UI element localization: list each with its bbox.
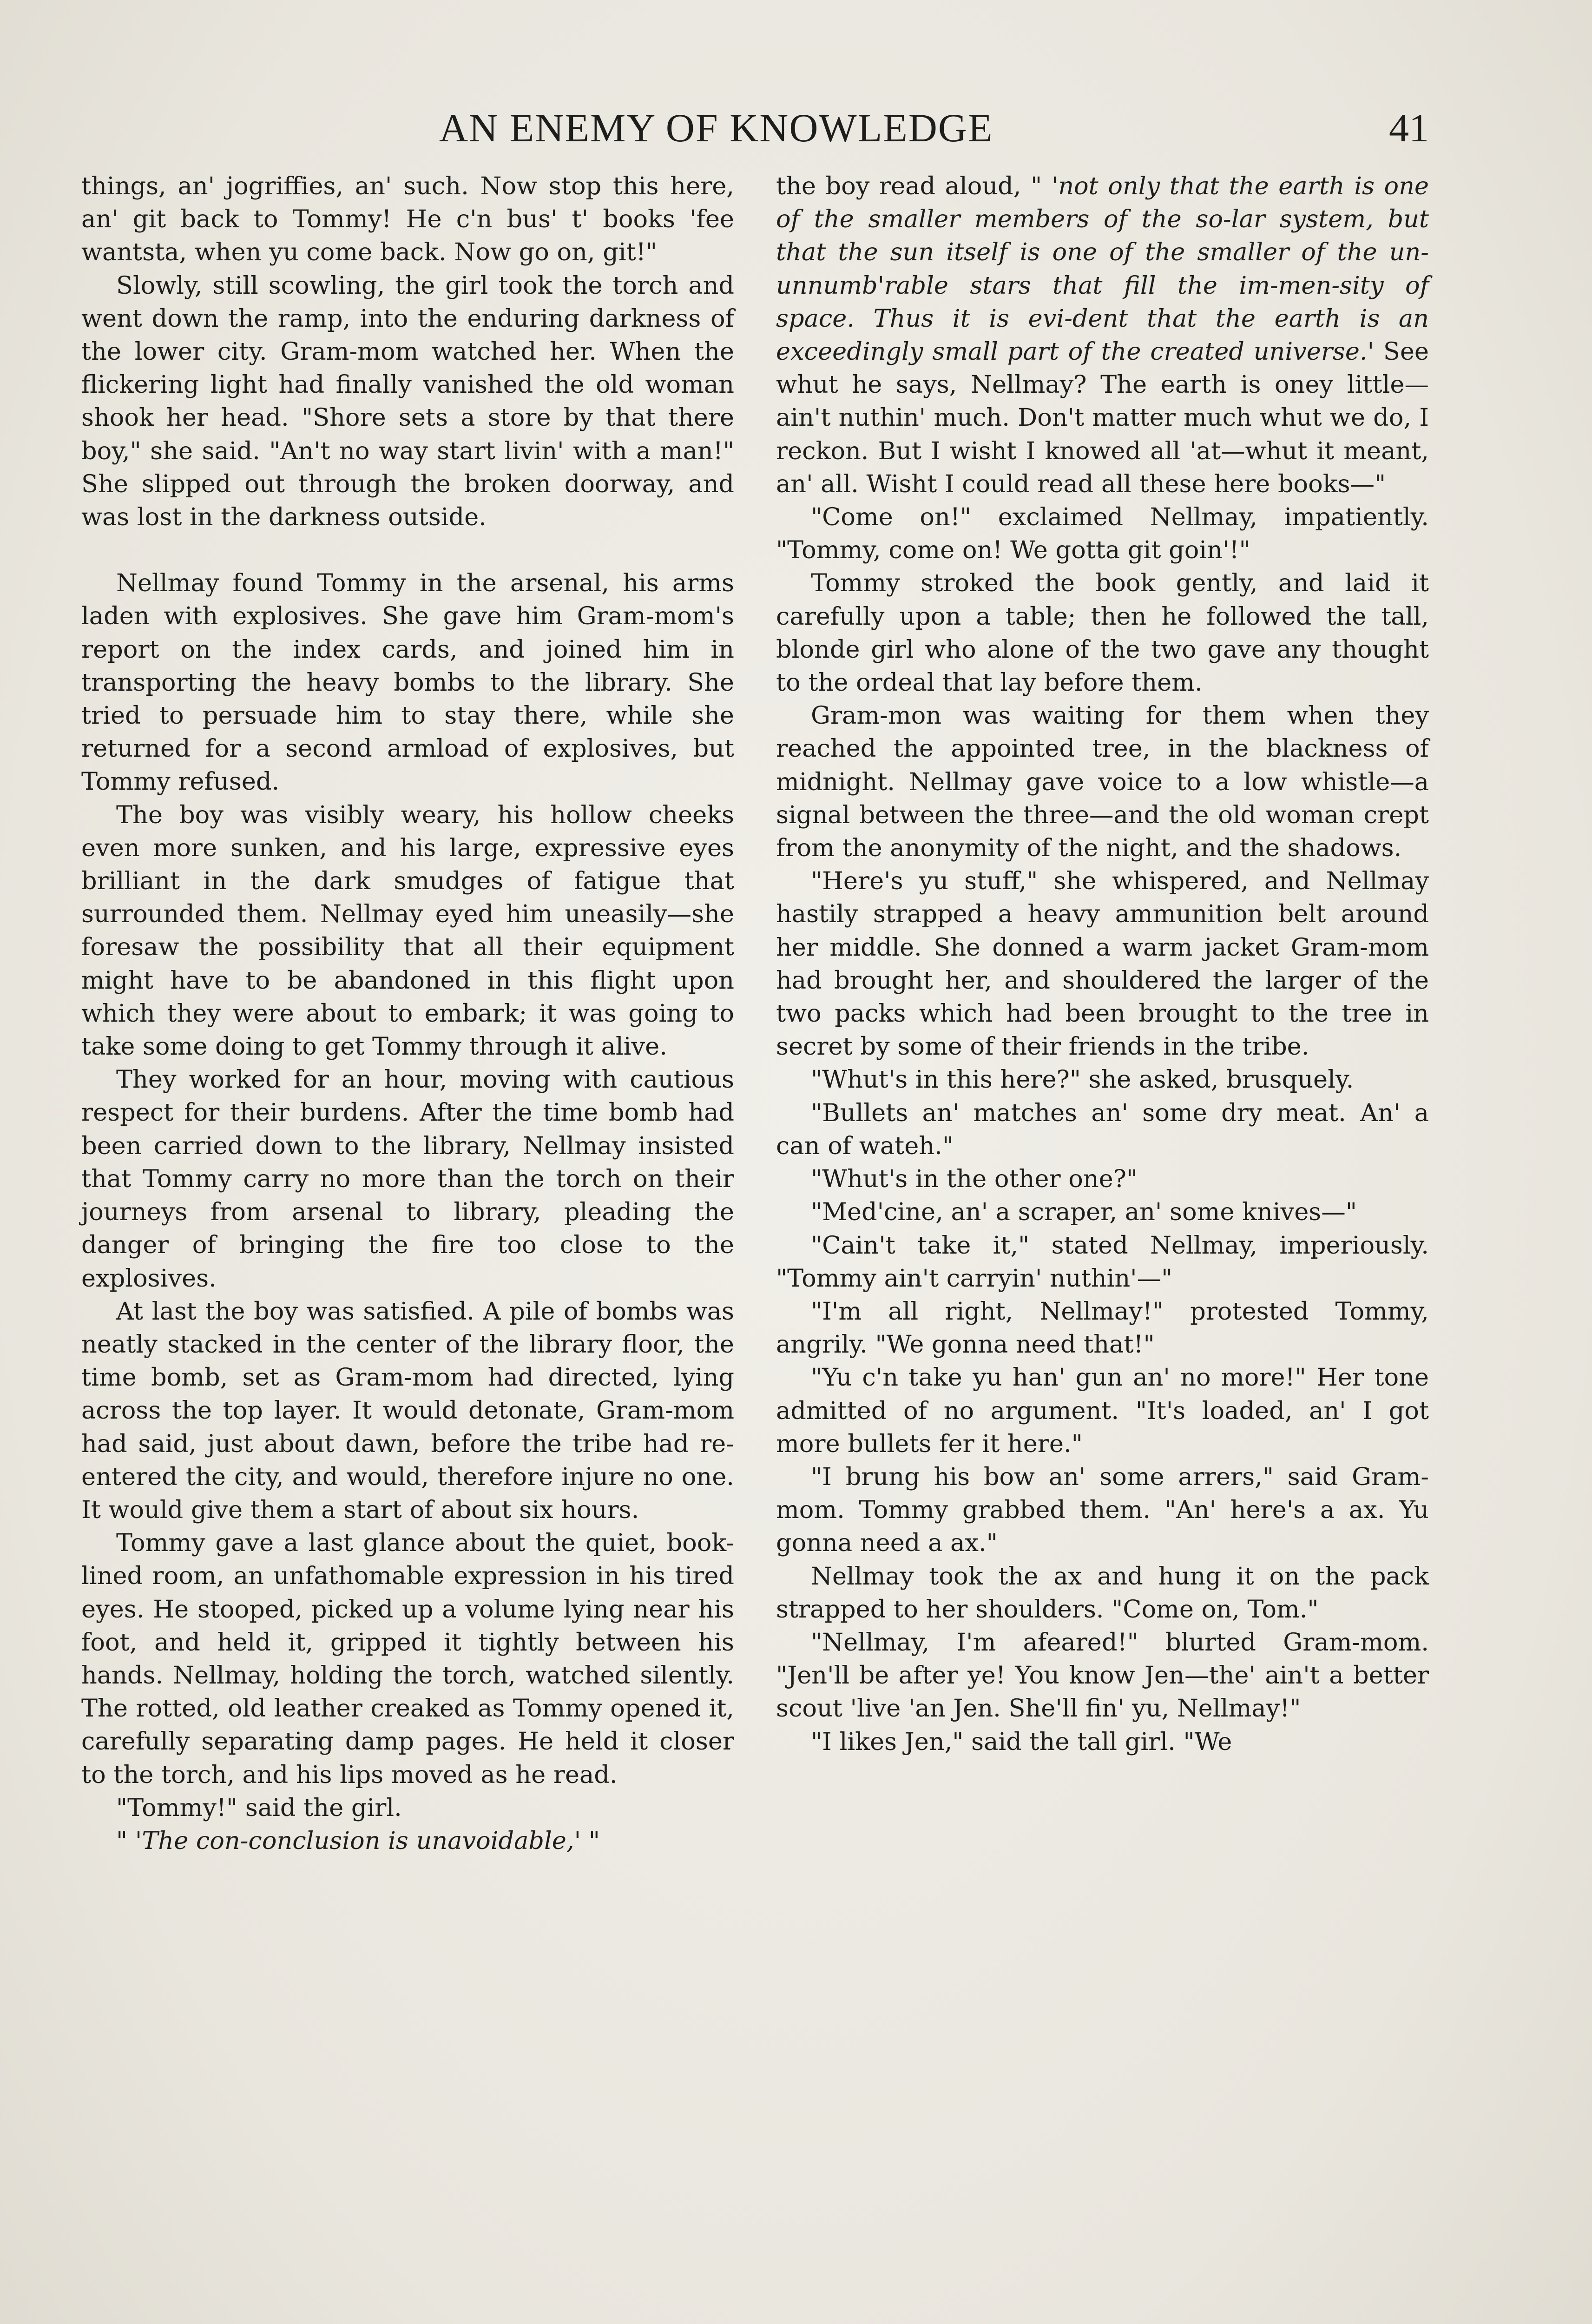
text-lead: the boy read aloud, " '	[776, 172, 1059, 200]
paragraph-continued	[776, 170, 1429, 501]
quote-italic-text: not only that the earth is one of the smaller members of the so-lar system, but that the sun itself is one of the smaller of the un-unnumb'rable stars that fill the im-men-sity of space. Thus it is evi-dent that the earth is an exceedingly small part of the created universe.	[776, 172, 1429, 366]
paragraph: "Come on!" exclaimed Nellmay, impatiently. "Tommy, come on! We gotta git goin'!"	[776, 503, 1429, 565]
paragraph: things, an' jogriffies, an' such. Now stop this here, an' git back to Tommy! He c'n bus' t' books 'fee wantsta, when yu come back. Now go on, git!"	[81, 172, 734, 267]
paragraph: "Yu c'n take yu han' gun an' no more!" Her tone admitted of no argument. "It's loaded, an' I got more bullets fer it here."	[776, 1363, 1429, 1458]
paragraph: "Bullets an' matches an' some dry meat. An' a can of wateh."	[776, 1098, 1429, 1160]
paragraph: The boy was visibly weary, his hollow cheeks even more sunken, and his large, expressive eyes brilliant in the dark smudges of fatigue that surrounded them. Nellmay eyed him uneasily—she foresaw the possibility that all their equipment might have to be abandoned in this flight upon which they were about to embark; it was going to take some doing to get Tommy through it alive.	[81, 800, 734, 1061]
paragraph: Nellmay took the ax and hung it on the pack strapped to her shoulders. "Come on, Tom."	[776, 1562, 1429, 1624]
text-rest: ' See whut he says, Nellmay? The earth is oney little—ain't nuthin' much. Don't matter much whut we do, I reckon. But I wisht I knowed all 'at—whut it meant, an' all. Wisht I could read all these here books—"	[776, 337, 1429, 498]
paragraph: "Cain't take it," stated Nellmay, imperiously. "Tommy ain't carryin' nuthin'—"	[776, 1231, 1429, 1293]
paragraph: "Nellmay, I'm afeared!" blurted Gram-mom. "Jen'll be after ye! You know Jen—the' ain't a better scout 'live 'an Jen. She'll fin' yu, Nellmay!"	[776, 1628, 1429, 1723]
right-column	[776, 170, 1429, 1758]
paragraph: Tommy gave a last glance about the quiet, book-lined room, an unfathomable expression in his tired eyes. He stooped, picked up a volume lying near his foot, and held it, gripped it tightly between his hands. Nellmay, holding the torch, watched silently. The rotted, old leather creaked as Tommy opened it, carefully separating damp pages. He held it closer to the torch, and his lips moved as he read.	[81, 1529, 734, 1789]
paragraph: They worked for an hour, moving with cautious respect for their burdens. After the time bomb had been carried down to the library, Nellmay insisted that Tommy carry no more than the torch on their journeys from arsenal to library, pleading the danger of bringing the fire too close to the explosives.	[81, 1065, 734, 1293]
paragraph: "Tommy!" said the girl.	[116, 1793, 402, 1822]
paragraph: Gram-mon was waiting for them when they reached the appointed tree, in the blackness of midnight. Nellmay gave voice to a low whistle—a signal between the three—and the old woman crept from the anonymity of the night, and the shadows.	[776, 701, 1429, 863]
paragraph: At last the boy was satisfied. A pile of bombs was neatly stacked in the center of the library floor, the time bomb, set as Gram-mom had directed, lying across the top layer. It would detonate, Gram-mom had said, just about dawn, before the tribe had re-entered the city, and would, therefore injure no one. It would give them a start of about six hours.	[81, 1297, 734, 1524]
left-column	[81, 170, 734, 1857]
paragraph: Slowly, still scowling, the girl took the torch and went down the ramp, into the enduring darkness of the lower city. Gram-mom watched her. When the flickering light had finally vanished the old woman shook her head. "Shore sets a store by that there boy," she said. "An't no way start livin' with a man!" She slipped out through the broken doorway, and was lost in the darkness outside.	[81, 271, 734, 532]
paragraph: "Whut's in the other one?"	[811, 1165, 1138, 1194]
page-header	[81, 102, 1429, 153]
paragraph: "Whut's in this here?" she asked, brusquely.	[811, 1065, 1354, 1094]
paragraph: "I likes Jen," said the tall girl. "We	[811, 1727, 1232, 1756]
paragraph: "Here's yu stuff," she whispered, and Nellmay hastily strapped a heavy ammunition belt around her middle. She donned a warm jacket Gram-mom had brought her, and shouldered the larger of the two packs which had been brought to the tree in secret by some of their friends in the tribe.	[776, 867, 1429, 1061]
paragraph: Tommy stroked the book gently, and laid it carefully upon a table; then he followed the tall, blonde girl who alone of the two gave any thought to the ordeal that lay before them.	[776, 569, 1429, 697]
quote-italic-text: The con-conclusion is unavoidable,	[142, 1826, 574, 1855]
running-title: AN ENEMY OF KNOWLEDGE	[439, 106, 993, 150]
paragraph-section-start: Nellmay found Tommy in the arsenal, his arms laden with explosives. She gave him Gram-mom's report on the index cards, and joined him in transporting the heavy bombs to the library. She tried to persuade him to stay there, while she returned for a second armload of explosives, but Tommy refused.	[81, 569, 734, 796]
paragraph: "Med'cine, an' a scraper, an' some knives—"	[811, 1198, 1357, 1227]
page-number: 41	[1389, 106, 1429, 150]
paragraph-quote	[81, 1824, 734, 1857]
paragraph: "I brung his bow an' some arrers," said Gram-mom. Tommy grabbed them. "An' here's a ax. Yu gonna need a ax."	[776, 1462, 1429, 1558]
quote-open: " '	[116, 1826, 142, 1855]
quote-close: ' "	[574, 1826, 600, 1855]
paragraph: "I'm all right, Nellmay!" protested Tommy, angrily. "We gonna need that!"	[776, 1297, 1429, 1359]
